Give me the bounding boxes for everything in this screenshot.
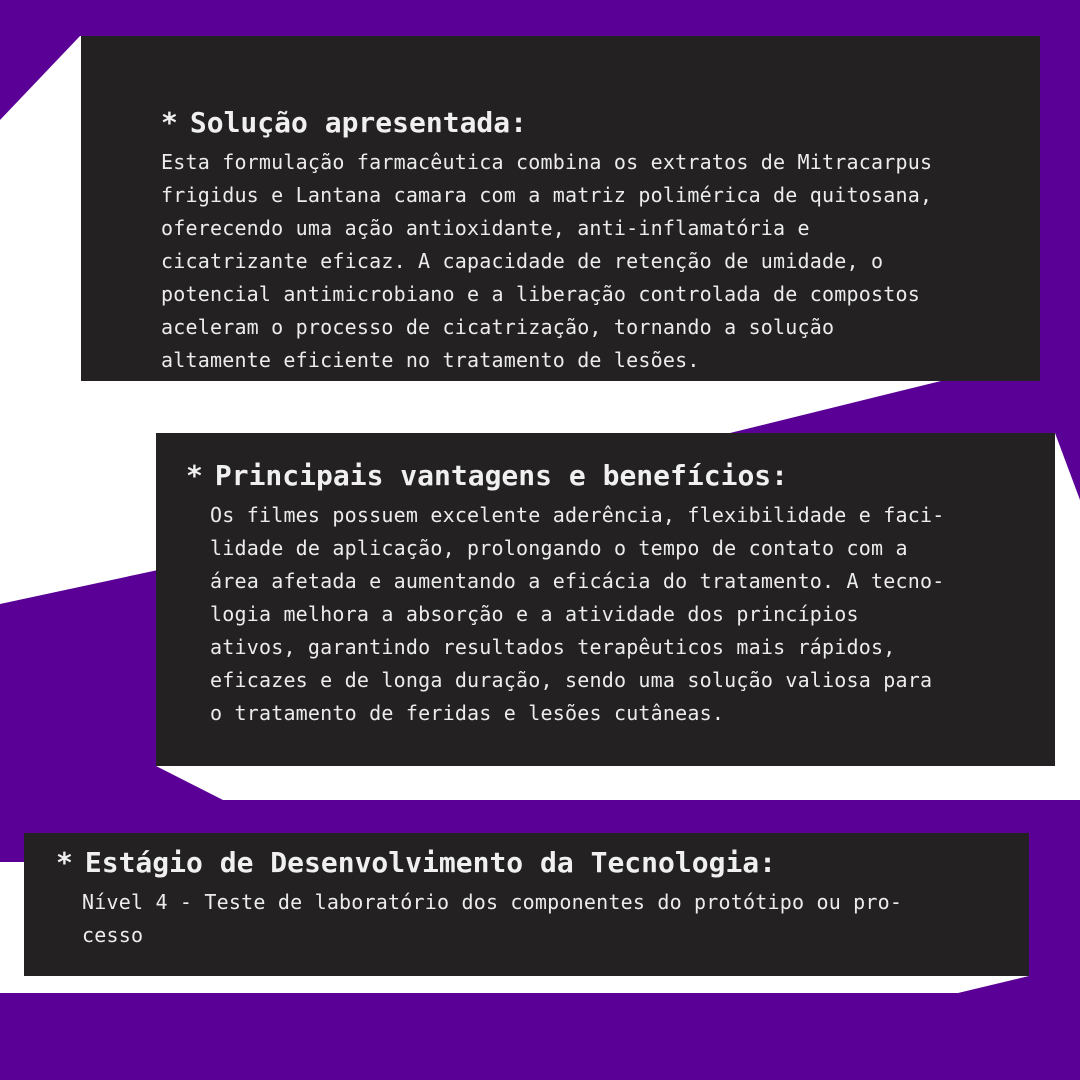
development-stage-card <box>24 833 1029 976</box>
body-line: área afetada e aumentando a eficácia do tratamento. A tecno- <box>210 569 945 593</box>
body-line: Esta formulação farmacêutica combina os extratos de Mitracarpus <box>161 150 933 174</box>
body-line: Os filmes possuem excelente aderência, flexibilidade e faci- <box>210 503 945 527</box>
section-title-text: Principais vantagens e benefícios: <box>214 459 789 492</box>
body-line: Nível 4 - Teste de laboratório dos componentes do protótipo ou pro- <box>82 890 903 914</box>
body-line: logia melhora a absorção e a atividade dos princípios <box>210 602 859 626</box>
section-title-text: Estágio de Desenvolvimento da Tecnologia: <box>84 846 777 879</box>
section-body <box>82 886 902 952</box>
body-line: cesso <box>82 923 144 947</box>
body-line: potencial antimicrobiano e a liberação controlada de compostos <box>161 282 920 306</box>
body-line: aceleram o processo de cicatrização, tornando a solução <box>161 315 835 339</box>
section-body <box>210 499 944 730</box>
body-line: ativos, garantindo resultados terapêuticos mais rápidos, <box>210 635 896 659</box>
benefits-card <box>156 433 1055 766</box>
section-title <box>56 846 776 880</box>
body-line: eficazes e de longa duração, sendo uma solução valiosa para <box>210 668 933 692</box>
section-title <box>186 459 788 493</box>
body-line: cicatrizante eficaz. A capacidade de retenção de umidade, o <box>161 249 884 273</box>
body-line: lidade de aplicação, prolongando o tempo de contato com a <box>210 536 908 560</box>
asterisk-icon: * <box>56 846 73 879</box>
section-title <box>161 106 527 140</box>
body-line: oferecendo uma ação antioxidante, anti-inflamatória e <box>161 216 810 240</box>
solution-card <box>81 36 1040 381</box>
section-body <box>161 146 932 377</box>
asterisk-icon: * <box>161 106 178 139</box>
body-line: altamente eficiente no tratamento de lesões. <box>161 348 700 372</box>
body-line: frigidus e Lantana camara com a matriz polimérica de quitosana, <box>161 183 933 207</box>
section-title-text: Solução apresentada: <box>189 106 528 139</box>
body-line: o tratamento de feridas e lesões cutâneas. <box>210 701 725 725</box>
asterisk-icon: * <box>186 459 203 492</box>
